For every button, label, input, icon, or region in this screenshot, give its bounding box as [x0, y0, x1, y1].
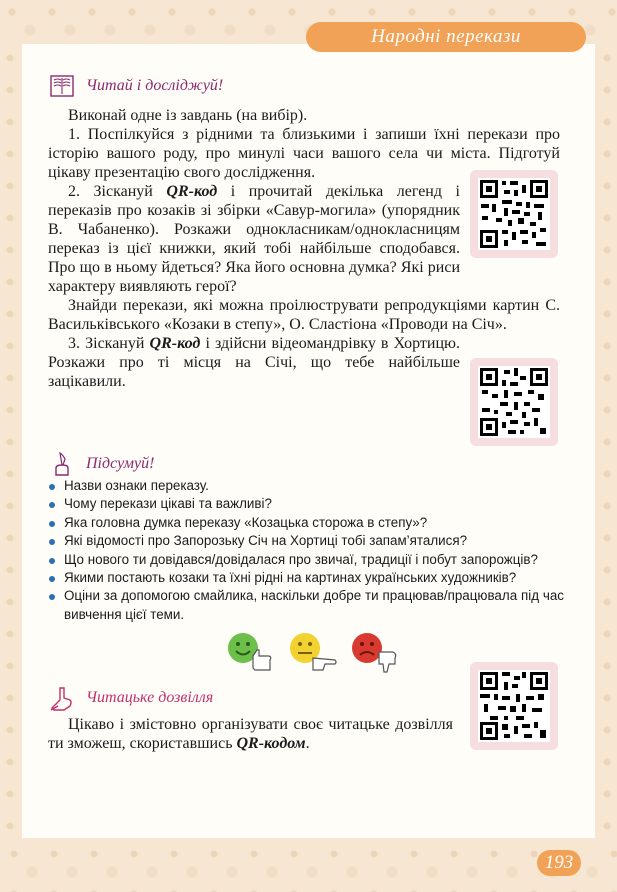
section-label: Підсумуй! — [86, 455, 155, 472]
task-2-flow: 2. Зіскануй QR-код і прочитай декілька легенд і переказів про козаків зі збірки «Савур-могила» (упорядник В. Чабаненко). Розкажи однокласникам/однокласницям переказ із цієї книжки, який тобі найбільше сподобався. Про що в ньому йдеться? Яка його основна думка? Які риси характеру виявляють герої? Знайди перекази, які можна проілюструвати репродукціями картин С. Васильківського «Козаки в степу», О. Сластіона «Проводи на Січ». 3. Зіскануй QR-код і здійсни відеомандрівку в Хортицю. Розкажи про ті місця на Січі, що тебе найбільше зацікавили. — [48, 183, 560, 390]
hand-writing-icon — [48, 684, 76, 712]
list-item: Оціни за допомогою смайлика, наскільки добре ти працював/працювала під час вивчення цієї теми. — [48, 587, 564, 624]
smiley-thumbs-up-icon[interactable] — [228, 633, 271, 670]
list-item: Назви ознаки переказу. — [48, 477, 564, 495]
list-item: Якими постають козаки та їхні рідні на картинах українських художників? — [48, 569, 564, 587]
task-3: 3. Зіскануй QR-код і здійсни відеомандрівку в Хортицю. Розкажи про ті місця на Січі, що тебе найбільше зацікавили. — [48, 335, 460, 390]
section-label: Читай і досліджуй! — [86, 77, 224, 94]
summary-list — [48, 477, 564, 624]
decorative-border-bottom — [0, 838, 617, 892]
list-item: Яка головна думка переказу «Козацька сторожа в степу»? — [48, 514, 564, 532]
section-summarize — [48, 450, 154, 478]
chapter-header: Народні перекази — [306, 22, 586, 52]
smiley-rating — [227, 630, 407, 674]
task-2-extra: Знайди перекази, які можна проілюструвати репродукціями картин С. Васильківського «Козаки в степу», О. Сластіона «Проводи на Січ». — [48, 297, 560, 333]
book-icon — [48, 72, 76, 100]
section-read-explore — [48, 72, 223, 100]
smiley-thumbs-down-icon[interactable] — [352, 633, 396, 672]
leisure-text: Цікаво і змістовно організувати своє читацьке дозвілля ти зможеш, скориставшись QR-кодом. — [48, 716, 453, 752]
decorative-border-left — [0, 44, 22, 838]
section-label: Читацьке дозвілля — [86, 689, 214, 706]
smiley-pointing-icon[interactable] — [290, 633, 336, 670]
qr-code-khortytsia[interactable] — [470, 358, 558, 446]
task-1: 1. Поспілкуйся з рідними та близькими і запиши їхні перекази про історію вашого роду, про минулі часи вашого села чи міста. Підготуй цікаву презентацію свого дослідження. — [48, 126, 560, 181]
qr-code-icon — [478, 366, 550, 438]
qr-code-icon — [478, 670, 550, 742]
decorative-border-right — [595, 44, 617, 838]
list-item: Чому перекази цікаві та важливі? — [48, 495, 564, 513]
inkwell-icon — [48, 450, 76, 478]
section-leisure — [48, 684, 213, 712]
qr-code-icon — [478, 178, 550, 250]
qr-code-reading-leisure[interactable] — [470, 662, 558, 750]
list-item: Які відомості про Запорозьку Січ на Хортиці тобі запам’яталися? — [48, 532, 564, 550]
qr-code-savur-mohyla[interactable] — [470, 170, 558, 258]
page-number: 193 — [537, 850, 581, 876]
task-intro: Виконай одне із завдань (на вибір). — [68, 107, 308, 124]
list-item: Що нового ти довідався/довідалася про звичаї, традиції і побут запорожців? — [48, 551, 564, 569]
